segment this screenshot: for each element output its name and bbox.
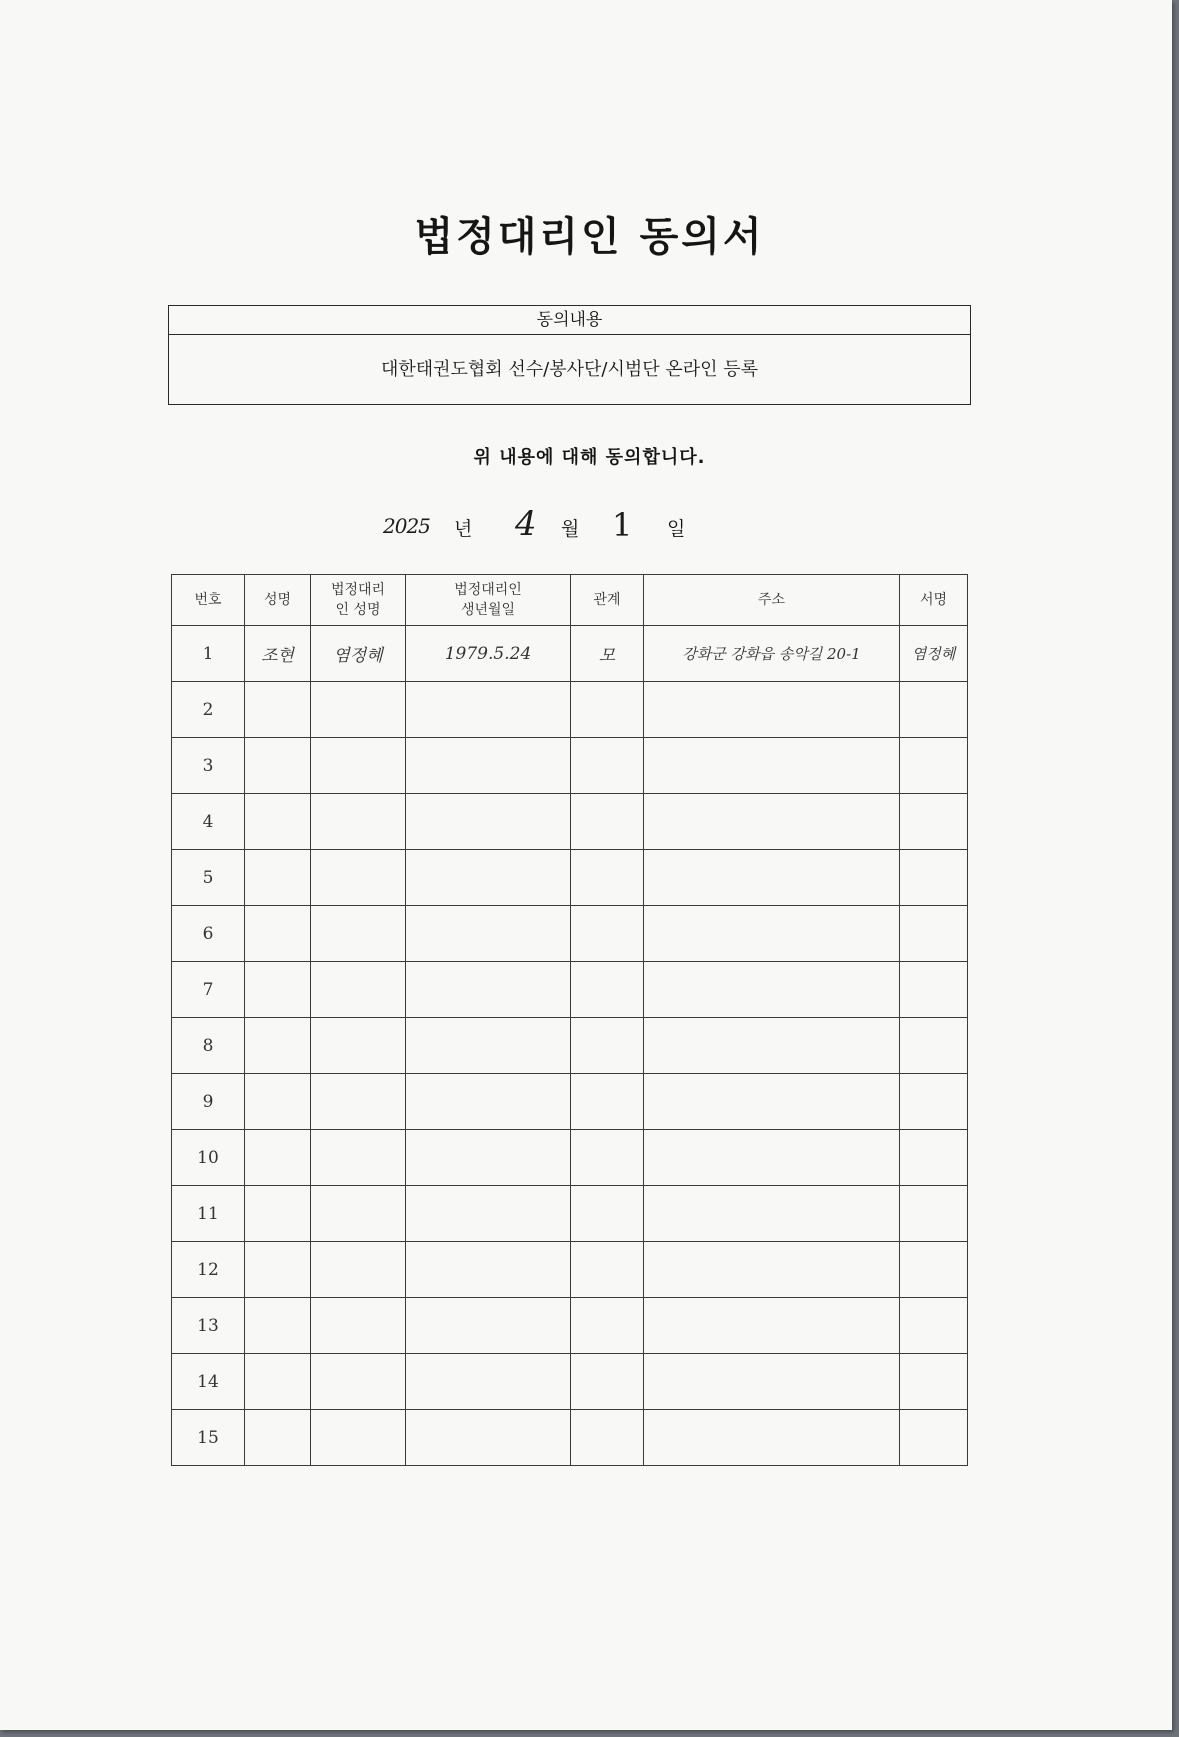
- cell-relation: [571, 1354, 644, 1410]
- cell-name: [245, 850, 311, 906]
- cell-relation: [571, 1242, 644, 1298]
- cell-name: [245, 682, 311, 738]
- table-row: [172, 1130, 968, 1186]
- table-row: [172, 1410, 968, 1466]
- consent-box: [168, 305, 971, 405]
- cell-signature: [900, 962, 968, 1018]
- cell-guardian-birth: [406, 906, 571, 962]
- cell-relation: [571, 1410, 644, 1466]
- table-row: [172, 1298, 968, 1354]
- cell-address: [644, 682, 900, 738]
- cell-guardian-name: [311, 962, 406, 1018]
- table-row: [172, 1186, 968, 1242]
- cell-guardian-name: [311, 794, 406, 850]
- cell-name: [245, 1186, 311, 1242]
- cell-relation: [571, 850, 644, 906]
- cell-relation: [571, 962, 644, 1018]
- cell-guardian-birth: [406, 962, 571, 1018]
- cell-guardian-name: [311, 850, 406, 906]
- cell-relation: [571, 1130, 644, 1186]
- cell-signature: [900, 1242, 968, 1298]
- cell-no: 7: [172, 962, 245, 1018]
- cell-guardian-birth: [406, 1298, 571, 1354]
- cell-signature: [900, 850, 968, 906]
- cell-relation: [571, 906, 644, 962]
- cell-no: 15: [172, 1410, 245, 1466]
- cell-signature: [900, 1018, 968, 1074]
- table-row: [172, 1074, 968, 1130]
- cell-no: 5: [172, 850, 245, 906]
- cell-address: [644, 962, 900, 1018]
- cell-name: [245, 1074, 311, 1130]
- cell-guardian-name: [311, 1410, 406, 1466]
- table-row: [172, 738, 968, 794]
- cell-no: 13: [172, 1298, 245, 1354]
- cell-guardian-birth: [406, 1074, 571, 1130]
- header-guardian-birth: 법정대리인 생년월일: [406, 575, 571, 626]
- date-month-unit: 월: [561, 518, 580, 540]
- cell-address: [644, 1074, 900, 1130]
- cell-address: [644, 1298, 900, 1354]
- header-signature: 서명: [900, 575, 968, 626]
- cell-name: [245, 1018, 311, 1074]
- cell-guardian-birth: [406, 1410, 571, 1466]
- cell-guardian-name: [311, 1186, 406, 1242]
- header-name: 성명: [245, 575, 311, 626]
- cell-signature: [900, 738, 968, 794]
- cell-address: [644, 1018, 900, 1074]
- consent-heading: 동의내용: [169, 306, 970, 335]
- cell-guardian-birth: [406, 1186, 571, 1242]
- cell-name: [245, 1130, 311, 1186]
- table-row: [172, 794, 968, 850]
- consent-content: 대한태권도협회 선수/봉사단/시범단 온라인 등록: [380, 359, 759, 380]
- cell-name: 조현: [245, 626, 311, 682]
- cell-signature: [900, 1186, 968, 1242]
- cell-name: [245, 738, 311, 794]
- table-row: [172, 906, 968, 962]
- cell-address: [644, 1130, 900, 1186]
- table-row: [172, 850, 968, 906]
- table-header-row: [172, 575, 968, 626]
- cell-relation: [571, 1298, 644, 1354]
- header-relation: 관계: [571, 575, 644, 626]
- cell-relation: 모: [571, 626, 644, 682]
- cell-name: [245, 1410, 311, 1466]
- cell-signature: [900, 1410, 968, 1466]
- table-row: [172, 682, 968, 738]
- cell-guardian-name: [311, 1018, 406, 1074]
- date-month-handwritten: 4: [515, 504, 537, 544]
- cell-address: [644, 738, 900, 794]
- table-row: [172, 1242, 968, 1298]
- document-title: 법정대리인 동의서: [414, 214, 765, 260]
- cell-no: 3: [172, 738, 245, 794]
- cell-guardian-name: 염정혜: [311, 626, 406, 682]
- registration-table: [171, 574, 968, 1466]
- cell-guardian-name: [311, 682, 406, 738]
- table-row: [172, 1354, 968, 1410]
- cell-no: 1: [172, 626, 245, 682]
- cell-address: [644, 1242, 900, 1298]
- cell-signature: 염정혜: [900, 626, 968, 682]
- cell-no: 8: [172, 1018, 245, 1074]
- cell-guardian-birth: [406, 850, 571, 906]
- cell-guardian-name: [311, 1130, 406, 1186]
- date-day-unit: 일: [667, 518, 686, 540]
- cell-address: [644, 1186, 900, 1242]
- cell-signature: [900, 906, 968, 962]
- cell-guardian-birth: 1979.5.24: [406, 626, 571, 682]
- cell-name: [245, 962, 311, 1018]
- cell-guardian-birth: [406, 1354, 571, 1410]
- cell-address: [644, 794, 900, 850]
- agreement-statement: 위 내용에 대해 동의합니다.: [473, 447, 706, 468]
- cell-relation: [571, 682, 644, 738]
- cell-address: 강화군 강화읍 송악길 20-1: [644, 626, 900, 682]
- cell-relation: [571, 794, 644, 850]
- cell-address: [644, 850, 900, 906]
- cell-signature: [900, 794, 968, 850]
- cell-no: 11: [172, 1186, 245, 1242]
- cell-no: 4: [172, 794, 245, 850]
- table-row: [172, 962, 968, 1018]
- cell-guardian-birth: [406, 738, 571, 794]
- cell-name: [245, 1298, 311, 1354]
- cell-signature: [900, 1074, 968, 1130]
- cell-guardian-birth: [406, 1018, 571, 1074]
- cell-name: [245, 1242, 311, 1298]
- cell-name: [245, 794, 311, 850]
- cell-relation: [571, 1186, 644, 1242]
- cell-signature: [900, 1130, 968, 1186]
- date-year-handwritten: 2025: [383, 514, 430, 538]
- cell-no: 14: [172, 1354, 245, 1410]
- cell-no: 9: [172, 1074, 245, 1130]
- cell-guardian-name: [311, 1074, 406, 1130]
- cell-guardian-birth: [406, 794, 571, 850]
- cell-no: 12: [172, 1242, 245, 1298]
- cell-no: 2: [172, 682, 245, 738]
- cell-signature: [900, 1298, 968, 1354]
- cell-address: [644, 1354, 900, 1410]
- date-line: [0, 506, 1179, 556]
- header-address: 주소: [644, 575, 900, 626]
- cell-guardian-name: [311, 906, 406, 962]
- cell-guardian-name: [311, 1354, 406, 1410]
- table-row: [172, 1018, 968, 1074]
- cell-no: 10: [172, 1130, 245, 1186]
- cell-signature: [900, 1354, 968, 1410]
- cell-address: [644, 906, 900, 962]
- cell-guardian-name: [311, 1242, 406, 1298]
- date-year-unit: 년: [454, 518, 473, 540]
- header-no: 번호: [172, 575, 245, 626]
- cell-name: [245, 1354, 311, 1410]
- cell-name: [245, 906, 311, 962]
- cell-relation: [571, 1018, 644, 1074]
- date-day-handwritten: 1: [612, 506, 633, 544]
- cell-guardian-birth: [406, 1242, 571, 1298]
- cell-guardian-birth: [406, 1130, 571, 1186]
- cell-guardian-birth: [406, 682, 571, 738]
- table-row: [172, 626, 968, 682]
- cell-no: 6: [172, 906, 245, 962]
- cell-guardian-name: [311, 738, 406, 794]
- cell-relation: [571, 738, 644, 794]
- cell-relation: [571, 1074, 644, 1130]
- header-guardian-name: 법정대리인 성명: [311, 575, 406, 626]
- cell-signature: [900, 682, 968, 738]
- cell-guardian-name: [311, 1298, 406, 1354]
- cell-address: [644, 1410, 900, 1466]
